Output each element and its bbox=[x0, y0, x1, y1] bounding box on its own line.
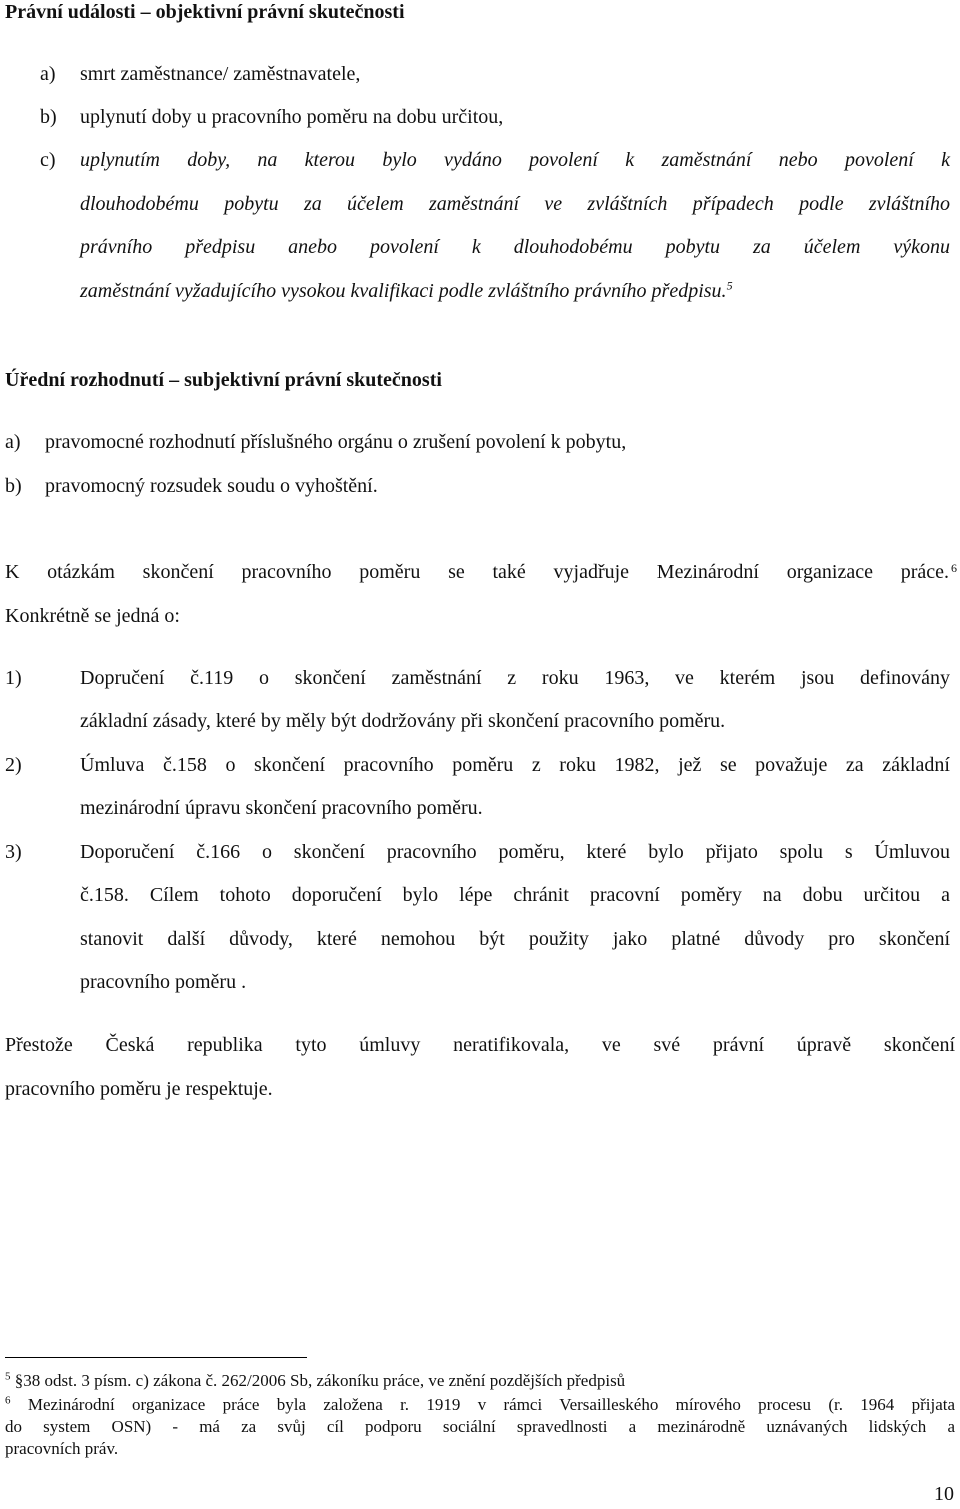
footnote-number: 5 bbox=[5, 1370, 11, 1383]
list-text-line: dlouhodobému pobytu za účelem zaměstnání ve zvláštních případech podle zvláštního bbox=[80, 193, 950, 215]
list-label: 2) bbox=[5, 754, 22, 776]
list-label: 3) bbox=[5, 841, 22, 863]
list-text-line: č.158. Cílem tohoto doporučení bylo lépe chránit pracovní poměry na dobu určitou a bbox=[80, 884, 950, 906]
list-text-line: právního předpisu anebo povolení k dlouhodobému pobytu za účelem výkonu bbox=[80, 236, 950, 258]
section-heading-official-decisions: Úřední rozhodnutí – subjektivní právní skutečnosti bbox=[5, 369, 442, 391]
footnote-ref[interactable]: 5 bbox=[726, 278, 733, 293]
closing-line: Přestože Česká republika tyto úmluvy neratifikovala, ve své právní úpravě skončení bbox=[5, 1034, 955, 1056]
list-item bbox=[5, 103, 955, 131]
list-text-line: základní zásady, které by měly být dodržovány při skončení pracovního poměru. bbox=[80, 710, 726, 732]
list-item bbox=[5, 472, 955, 500]
footnote-number: 6 bbox=[5, 1394, 11, 1407]
list-label: c) bbox=[40, 149, 56, 171]
list-label: a) bbox=[40, 63, 56, 85]
list-text-line: Doporučení č.166 o skončení pracovního poměru, které bylo přijato spolu s Úmluvou bbox=[80, 841, 950, 863]
numbered-item bbox=[5, 751, 955, 779]
list-item bbox=[5, 428, 955, 456]
list-item bbox=[5, 60, 955, 88]
list-text-line: Úmluva č.158 o skončení pracovního poměru z roku 1982, jež se považuje za základní bbox=[80, 754, 950, 776]
section-heading-legal-events: Právní události – objektivní právní skutečnosti bbox=[5, 1, 405, 23]
list-text: pravomocný rozsudek soudu o vyhoštění. bbox=[45, 475, 378, 497]
intro-paragraph: K otázkám skončení pracovního poměru se také vyjadřuje Mezinárodní organizace práce. 6 bbox=[5, 558, 955, 586]
footnote-text-line: Mezinárodní organizace práce byla založena r. 1919 v rámci Versailleského mírového procesu (r. 1964 přijata bbox=[27, 1395, 956, 1414]
page-number: 10 bbox=[934, 1483, 954, 1505]
list-label: b) bbox=[40, 106, 57, 128]
footnote-separator bbox=[5, 1357, 307, 1358]
footnote-text-line: do system OSN) - má za svůj cíl podporu sociální spravedlnosti a mezinárodně uznávaných lidských a bbox=[5, 1417, 955, 1436]
list-text-line: uplynutím doby, na kterou bylo vydáno povolení k zaměstnání nebo povolení k bbox=[80, 149, 950, 171]
numbered-item bbox=[5, 838, 955, 866]
list-text-line: mezinárodní úpravu skončení pracovního poměru. bbox=[80, 797, 483, 819]
list-text: pravomocné rozhodnutí příslušného orgánu o zrušení povolení k pobytu, bbox=[45, 431, 627, 453]
footnote-5 bbox=[5, 1370, 955, 1392]
list-label: b) bbox=[5, 475, 22, 497]
list-label: 1) bbox=[5, 667, 22, 689]
list-text: smrt zaměstnance/ zaměstnavatele, bbox=[80, 63, 361, 85]
numbered-item bbox=[5, 664, 955, 692]
list-text: uplynutí doby u pracovního poměru na dobu určitou, bbox=[80, 106, 504, 128]
list-item bbox=[5, 146, 955, 174]
list-text-line: zaměstnání vyžadujícího vysokou kvalifikaci podle zvláštního právního předpisu. bbox=[80, 280, 727, 302]
list-label: a) bbox=[5, 431, 21, 453]
closing-line: pracovního poměru je respektuje. bbox=[5, 1078, 273, 1100]
list-text-line: Dopručení č.119 o skončení zaměstnání z roku 1963, ve kterém jsou definovány bbox=[80, 667, 950, 689]
footnote-text: §38 odst. 3 písm. c) zákona č. 262/2006 Sb, zákoníku práce, ve znění pozdějších předpisů bbox=[14, 1371, 626, 1390]
list-text-line: stanovit další důvody, které nemohou být použity jako platné důvody pro skončení bbox=[80, 928, 950, 950]
footnote-6 bbox=[5, 1394, 955, 1460]
intro-line-2: Konkrétně se jedná o: bbox=[5, 605, 180, 627]
footnote-text-line: pracovních práv. bbox=[5, 1439, 119, 1458]
intro-line: K otázkám skončení pracovního poměru se také vyjadřuje Mezinárodní organizace práce. bbox=[5, 561, 949, 583]
list-text-line: pracovního poměru . bbox=[80, 971, 247, 993]
